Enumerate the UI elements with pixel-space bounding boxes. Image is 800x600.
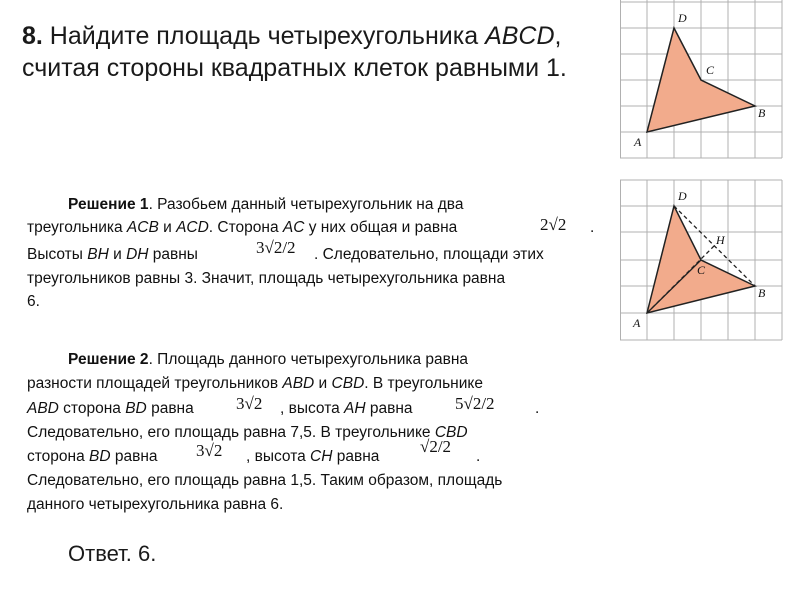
s2-text: Следовательно, его площадь равна 7,5. В треугольнике (27, 424, 435, 441)
solution2-line3 (27, 397, 194, 420)
s2-bd: BD (89, 448, 111, 465)
title-text: Найдите площадь четырехугольника (42, 22, 486, 50)
title-quad-name: ABCD (485, 22, 555, 50)
s1-bh: BH (87, 246, 109, 263)
s1-text: и (108, 246, 127, 263)
s1-line3-end: . Следовательно, площади этих (314, 246, 544, 263)
s2-text: равна (332, 448, 380, 465)
figure-quadrilateral-with-height (620, 178, 785, 343)
label-d: D (678, 11, 687, 25)
s2-text: равна (365, 400, 413, 417)
label-c: C (706, 63, 715, 77)
s2-text: сторона (27, 448, 90, 465)
label-c: C (697, 263, 706, 277)
solution1-line4: треугольников равны 3. Значит, площадь четырехугольника равна (27, 270, 506, 287)
s1-ac: AC (282, 219, 305, 236)
label-h: H (716, 233, 725, 247)
s1-text: Высоты (27, 246, 88, 263)
s1-text: равны (148, 246, 198, 263)
s1-text: треугольника (27, 219, 127, 236)
s1-math-3sqrt2-over-2: 3√2/2 (256, 238, 296, 257)
s2-ah: AH (344, 400, 366, 417)
s2-period: . (535, 400, 540, 417)
s1-text: у них общая и равна (304, 219, 458, 236)
s1-acd: ACD (176, 219, 209, 236)
solution2-label: Решение 2 (68, 351, 149, 368)
label-b: B (758, 106, 766, 120)
label-a: A (633, 316, 641, 330)
solution2-line6: Следовательно, его площадь равна 1,5. Таким образом, площадь (27, 472, 503, 489)
s2-text: . В треугольнике (364, 375, 483, 392)
s1-text: . Сторона (208, 219, 283, 236)
solution2-line1 (68, 348, 468, 371)
solution1-line1 (68, 193, 463, 216)
solution2-line4 (27, 421, 468, 444)
s2-text: равна (146, 400, 194, 417)
s1-math-2sqrt2: 2√2 (540, 215, 567, 234)
s2-bd: BD (125, 400, 147, 417)
solution1-text: . Разобьем данный четырехугольник на два (148, 196, 464, 213)
label-d: D (678, 189, 687, 203)
s2-cbd: CBD (434, 424, 468, 441)
s2-line5-mid (246, 445, 379, 468)
label-a: A (634, 135, 642, 149)
s2-math-5sqrt2-over-2: 5√2/2 (455, 394, 495, 413)
s2-math-3sqrt2: 3√2 (236, 394, 263, 413)
s2-abd: ABD (27, 400, 59, 417)
label-b: B (758, 286, 766, 300)
s2-text: равна (110, 448, 158, 465)
title-comma: , (554, 22, 562, 50)
s2-abd: ABD (282, 375, 315, 392)
title-line2: считая стороны квадратных клеток равными 1. (22, 54, 567, 82)
s1-acb: ACB (126, 219, 159, 236)
answer: Ответ. 6. (68, 541, 157, 566)
solution1-label: Решение 1 (68, 196, 149, 213)
problem-title (22, 20, 612, 84)
solution1-line5: 6. (27, 293, 40, 310)
solution2-line2 (27, 372, 483, 395)
s2-text: . Площадь данного четырехугольника равна (148, 351, 469, 368)
s1-period: . (590, 219, 595, 236)
solution1-line3 (27, 243, 198, 266)
s1-text: и (158, 219, 177, 236)
s2-ch: CH (310, 448, 333, 465)
s2-line3-mid (280, 397, 413, 420)
solution2-line5 (27, 445, 158, 468)
s2-text: , высота (280, 400, 345, 417)
figure-quadrilateral (620, 0, 785, 160)
solution2-line7: данного четырехугольника равна 6. (27, 496, 284, 513)
s2-cbd: CBD (331, 375, 365, 392)
s2-math-sqrt2-over-2: √2/2 (420, 437, 452, 456)
s1-dh: DH (126, 246, 149, 263)
problem-number: 8. (22, 22, 43, 50)
s2-text: разности площадей треугольников (27, 375, 283, 392)
solution1-line2 (27, 216, 457, 239)
s2-text: , высота (246, 448, 311, 465)
s2-period: . (476, 448, 481, 465)
s2-text: и (314, 375, 332, 392)
s2-math-3sqrt2-b: 3√2 (196, 441, 223, 460)
s2-text: сторона (58, 400, 126, 417)
